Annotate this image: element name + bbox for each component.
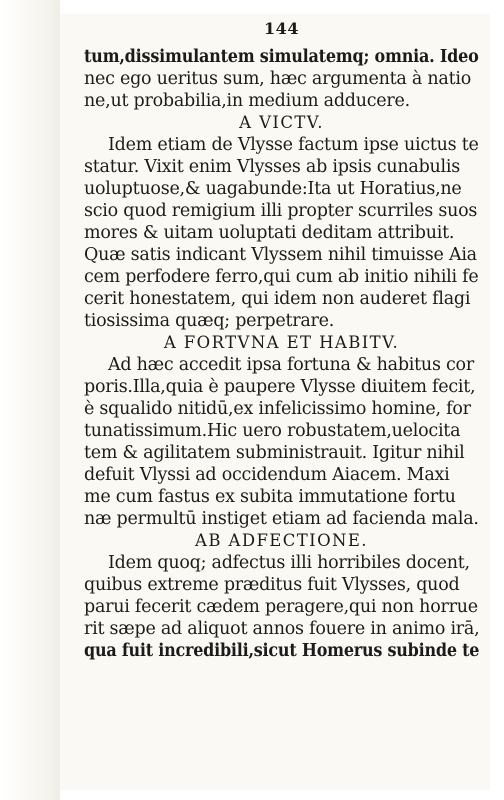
text-line-22: næ permultū instiget etiam ad facienda mala. [84,509,479,529]
text-line-2: nec ego ueritus sum, hæc argumenta à natio [84,69,472,89]
text-line-13: tiosissima quæq; perpetrare. [84,311,335,331]
text-line-10: Quæ satis indicant Vlyssem nihil timuisse Aia [84,245,477,265]
text-line-15: Ad hæc accedit ipsa fortuna & habitus cor [108,355,474,375]
text-line-24: Idem quoq; adfectus illi horribiles docent, [108,553,470,573]
text-line-19: tem & agilitatem subministrauit. Igitur nihil [84,443,465,463]
text-line-3: ne,ut probabilia,in medium adducere. [84,91,410,111]
text-line-21: me cum fastus ex subita immutatione fortu [84,487,456,507]
text-line-11: cem perfodere ferro,qui cum ab initio nihili fe [84,267,479,287]
text-line-28: qua fuit incredibili,sicut Homerus subinde te [84,641,480,661]
text-line-20: defuit Vlyssi ad occidendum Aiacem. Maxi [84,465,450,485]
text-line-18: tunatissimum.Hic uero robustatem,uelocita [84,421,461,441]
page-number: 144 [264,19,299,38]
text-line-9: mores & uitam uoluptati deditam attribuit. [84,223,455,243]
page-gutter [0,0,60,800]
text-line-27: rit sæpe ad aliquot annos fouere in animo irā, [84,619,480,639]
text-line-12: cerit honestatem, qui idem non auderet flagi [84,289,471,309]
section-heading-adfectione: AB ADFECTIONE. [195,531,368,550]
text-line-25: quibus extreme præditus fuit Vlysses, quod [84,575,460,595]
text-line-5: Idem etiam de Vlysse factum ipse uictus te [108,135,479,155]
text-line-1: tum,dissimulantem simulatemq; omnia. Ideo [84,47,479,67]
text-line-16: poris.Illa,quia è paupere Vlysse diuitem fecit, [84,377,476,397]
text-line-7: uoluptuose,& uagabunde:Ita ut Horatius,ne [84,179,462,199]
text-line-6: statur. Vixit enim Vlysses ab ipsis cunabulis [84,157,460,177]
text-line-17: è squalido nitidū,ex infelicissimo homine, for [84,399,471,419]
section-heading-victu: A VICTV. [239,113,324,132]
section-heading-fortuna: A FORTVNA ET HABITV. [163,333,400,352]
text-line-26: parui fecerit cædem peragere,qui non horrue [84,597,478,617]
text-line-8: scio quod remigium illi propter scurriles suos [84,201,478,221]
